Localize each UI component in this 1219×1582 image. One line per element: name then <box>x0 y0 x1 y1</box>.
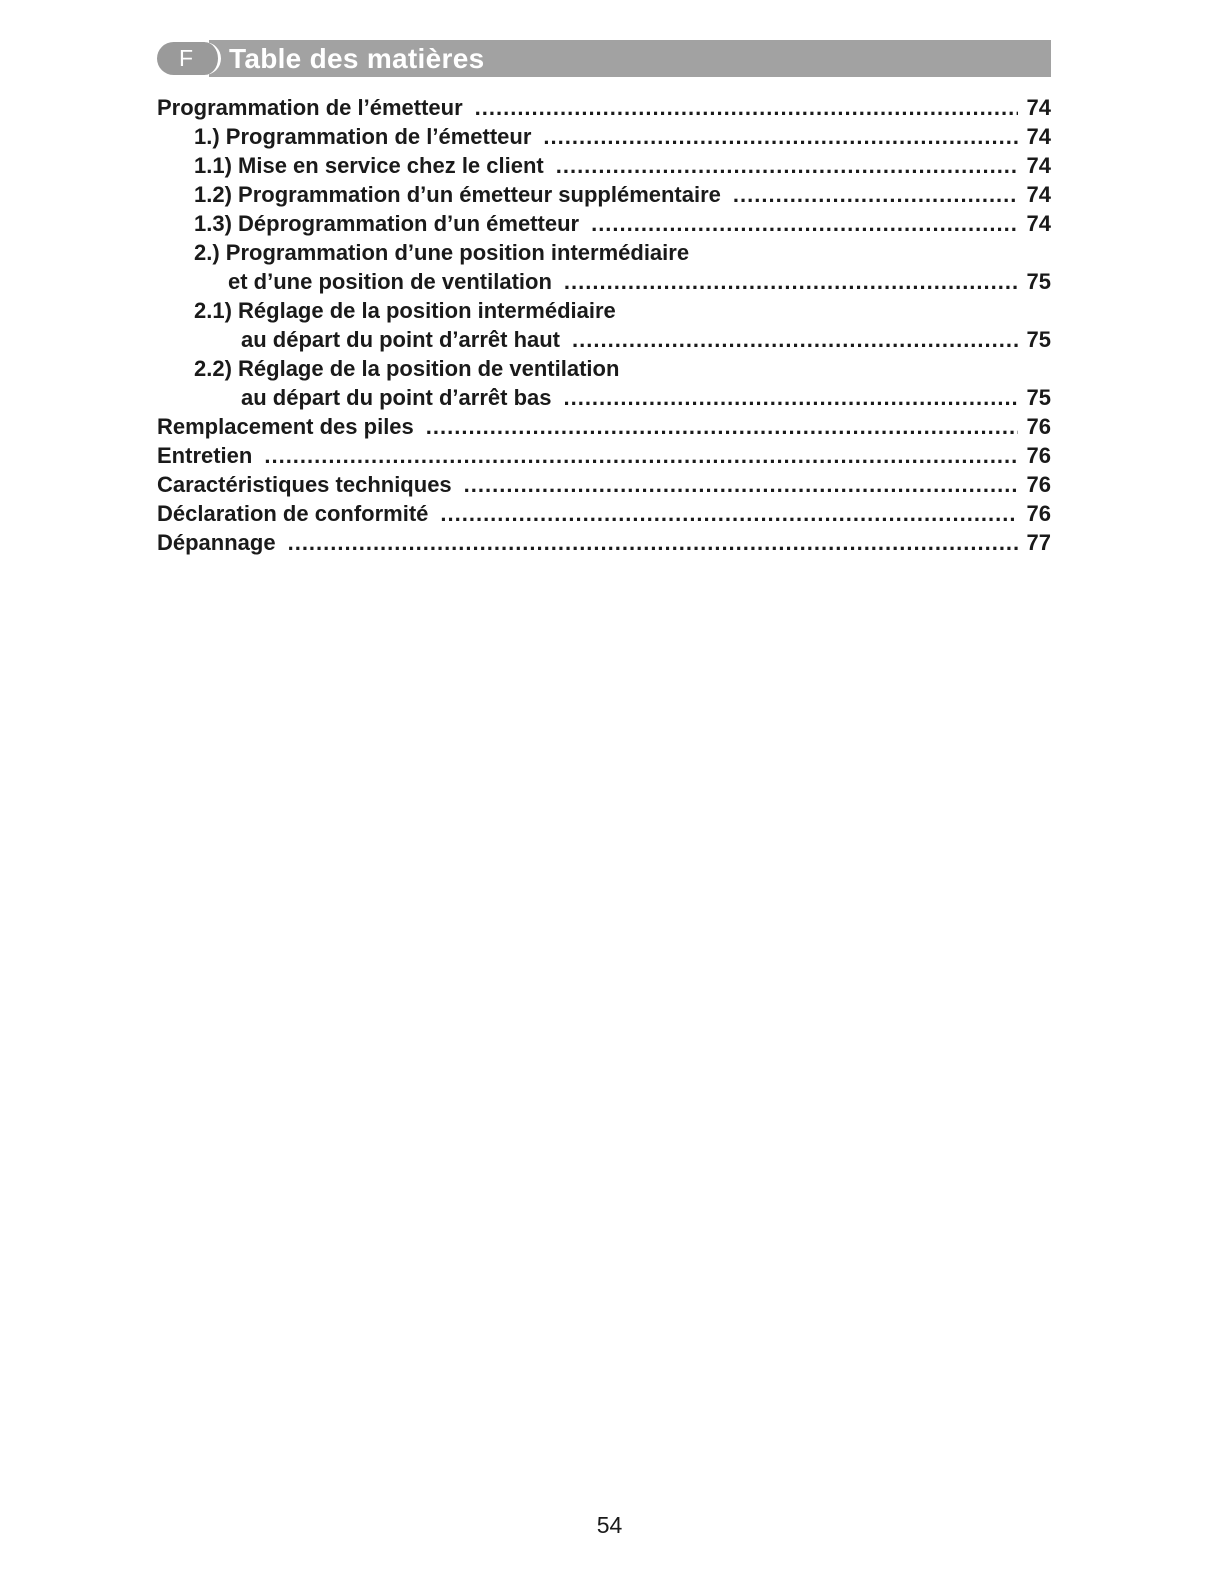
toc-entry-page: 76 <box>1026 501 1051 526</box>
toc-entry-page: 76 <box>1026 414 1051 439</box>
toc-entry-title: Programmation de l’émetteur <box>157 95 463 120</box>
toc-entry-1-2[interactable] <box>157 180 1051 209</box>
section-header <box>157 40 1051 77</box>
toc-entry-2-continued[interactable] <box>157 267 1051 296</box>
toc-entry-1-1[interactable] <box>157 151 1051 180</box>
toc-entry-title: 1.2) Programmation d’un émetteur supplémentaire <box>194 182 721 207</box>
toc-entry-title: Remplacement des piles <box>157 414 414 439</box>
page-title: Table des matières <box>229 43 485 74</box>
toc-entry-page: 74 <box>1026 182 1051 207</box>
toc-entry-title: Déclaration de conformité <box>157 501 429 526</box>
toc-entry-page: 75 <box>1026 327 1051 352</box>
toc-entry-2[interactable] <box>157 238 1051 267</box>
toc-entry-2-1[interactable] <box>157 296 1051 325</box>
toc-entry-title-continued: au départ du point d’arrêt bas <box>241 385 552 410</box>
table-of-contents <box>157 93 1051 557</box>
toc-entry-title: 1.1) Mise en service chez le client <box>194 153 544 178</box>
toc-entry-title: Caractéristiques techniques <box>157 472 452 497</box>
toc-entry-title: 1.) Programmation de l’émetteur <box>194 124 532 149</box>
toc-entry-page: 74 <box>1026 153 1051 178</box>
toc-entry-title: Dépannage <box>157 530 276 555</box>
language-badge <box>157 42 221 75</box>
page-number: 54 <box>596 1512 623 1538</box>
toc-entry-programmation-emetteur[interactable] <box>157 93 1051 122</box>
toc-leader-dots <box>464 470 1018 499</box>
toc-entry-title: Entretien <box>157 443 253 468</box>
toc-leader-dots <box>564 267 1018 296</box>
toc-entry-title: 2.1) Réglage de la position intermédiaire <box>194 298 616 323</box>
toc-entry-depannage[interactable] <box>157 528 1051 557</box>
toc-leader-dots <box>543 122 1017 151</box>
toc-entry-page: 76 <box>1026 472 1051 497</box>
toc-leader-dots <box>264 441 1017 470</box>
toc-leader-dots <box>475 93 1018 122</box>
toc-entry-page: 76 <box>1026 443 1051 468</box>
toc-entry-1[interactable] <box>157 122 1051 151</box>
toc-entry-entretien[interactable] <box>157 441 1051 470</box>
toc-entry-1-3[interactable] <box>157 209 1051 238</box>
language-letter: F <box>179 45 194 71</box>
toc-entry-page: 77 <box>1026 530 1051 555</box>
toc-entry-title-continued: au départ du point d’arrêt haut <box>241 327 561 352</box>
toc-entry-page: 75 <box>1026 269 1051 294</box>
toc-entry-title-continued: et d’une position de ventilation <box>228 269 552 294</box>
toc-leader-dots <box>556 151 1018 180</box>
toc-entry-declaration[interactable] <box>157 499 1051 528</box>
toc-entry-title: 1.3) Déprogrammation d’un émetteur <box>194 211 580 236</box>
toc-leader-dots <box>591 209 1017 238</box>
toc-entry-remplacement-piles[interactable] <box>157 412 1051 441</box>
toc-entry-page: 74 <box>1026 211 1051 236</box>
toc-entry-page: 74 <box>1026 95 1051 120</box>
toc-entry-2-2-continued[interactable] <box>157 383 1051 412</box>
toc-entry-title: 2.2) Réglage de la position de ventilation <box>194 356 620 381</box>
toc-entry-title: 2.) Programmation d’une position intermédiaire <box>194 240 690 265</box>
toc-entry-caracteristiques[interactable] <box>157 470 1051 499</box>
toc-leader-dots <box>440 499 1017 528</box>
toc-entry-2-1-continued[interactable] <box>157 325 1051 354</box>
toc-entry-page: 75 <box>1026 385 1051 410</box>
toc-entry-2-2[interactable] <box>157 354 1051 383</box>
toc-leader-dots <box>563 383 1017 412</box>
toc-leader-dots <box>288 528 1018 557</box>
toc-leader-dots <box>572 325 1018 354</box>
toc-leader-dots <box>733 180 1018 209</box>
toc-entry-page: 74 <box>1026 124 1051 149</box>
toc-leader-dots <box>426 412 1018 441</box>
